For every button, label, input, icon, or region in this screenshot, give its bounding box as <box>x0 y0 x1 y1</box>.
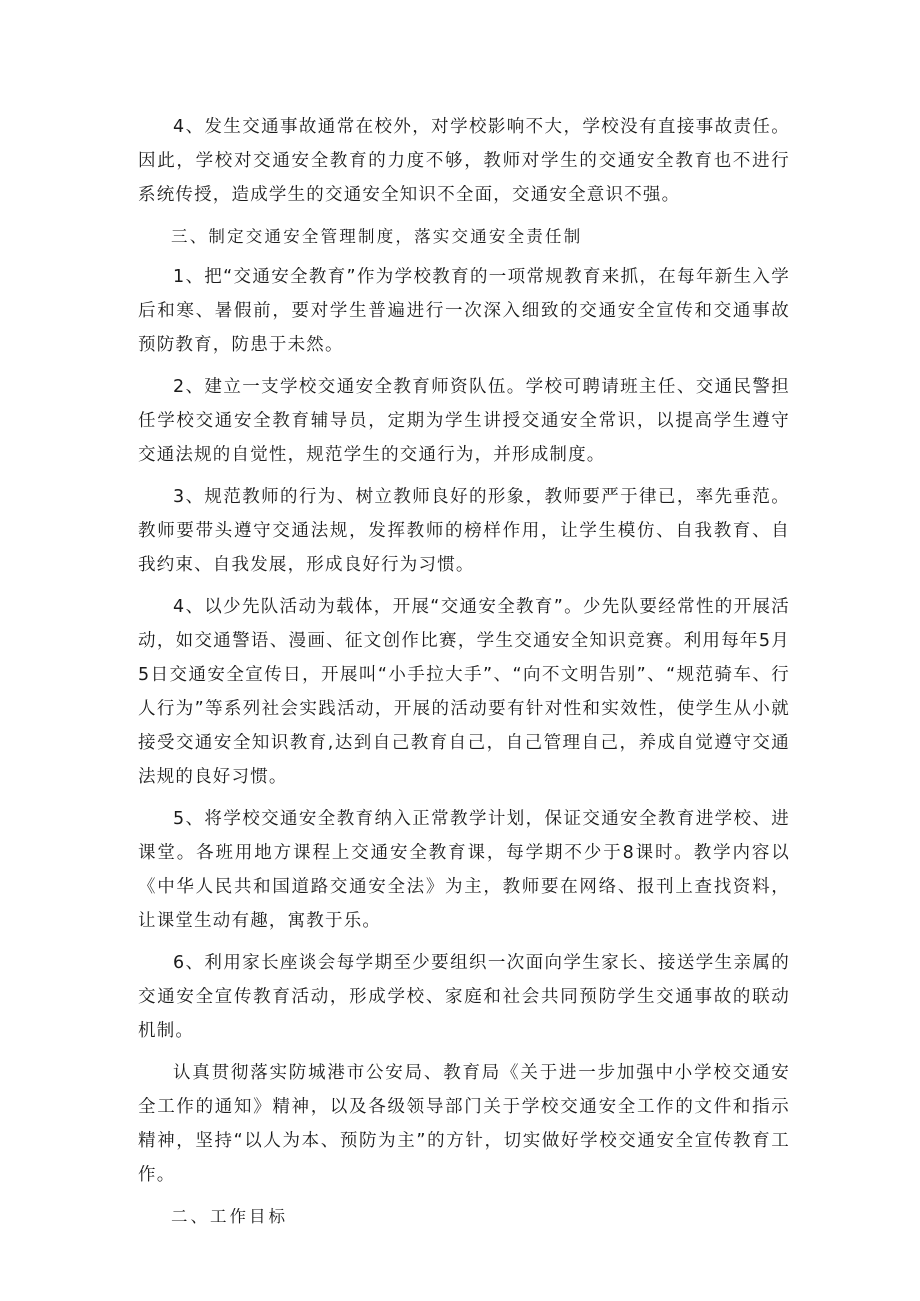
paragraph-routine-education: 1、把“交通安全教育”作为学校教育的一项常规教育来抓，在每年新生入学后和寒、暑假前，要对学生普遍进行一次深入细致的交通安全宣传和交通事故预防教育，防患于未然。 <box>138 267 790 355</box>
paragraph-teacher-behavior: 3、规范教师的行为、树立教师良好的形象，教师要严于律已，率先垂范。教师要带头遵守交通法规，发挥教师的榜样作用，让学生模仿、自我教育、自我约束、自我发展，形成良好行为习惯。 <box>138 487 790 575</box>
paragraph-parent-meetings: 6、利用家长座谈会每学期至少要组织一次面向学生家长、接送学生亲属的交通安全宣传教育活动，形成学校、家庭和社会共同预防学生交通事故的联动机制。 <box>138 953 790 1041</box>
paragraph-accident-outside-school: 4、发生交通事故通常在校外，对学校影响不大，学校没有直接事故责任。因此，学校对交通安全教育的力度不够，教师对学生的交通安全教育也不进行系统传授，造成学生的交通安全知识不全面，交通安全意识不强。 <box>138 117 790 205</box>
paragraph-teacher-team: 2、建立一支学校交通安全教育师资队伍。学校可聘请班主任、交通民警担任学校交通安全教育辅导员，定期为学生讲授交通安全常识，以提高学生遵守交通法规的自觉性，规范学生的交通行为，并形成制度。 <box>138 377 790 465</box>
paragraph-implementation: 认真贯彻落实防城港市公安局、教育局《关于进一步加强中小学校交通安全工作的通知》精神，以及各级领导部门关于学校交通安全工作的文件和指示精神，坚持“以人为本、预防为主”的方针，切实做好学校交通安全宣传教育工作。 <box>138 1063 790 1185</box>
document-page <box>138 110 790 1240</box>
paragraph-young-pioneers-activities: 4、以少先队活动为载体，开展“交通安全教育”。少先队要经常性的开展活动，如交通警语、漫画、征文创作比赛，学生交通安全知识竞赛。利用每年5月5日交通安全宣传日，开展叫“小手拉大手”、“向不文明告别”、“规范骑车、行人行为”等系列社会实践活动，开展的活动要有针对性和实效性，使学生从小就接受交通安全知识教育,达到自己教育自己，自己管理自己，养成自觉遵守交通法规的良好习惯。 <box>138 597 790 787</box>
paragraph-teaching-plan: 5、将学校交通安全教育纳入正常教学计划，保证交通安全教育进学校、进课堂。各班用地方课程上交通安全教育课，每学期不少于8课时。教学内容以《中华人民共和国道路交通安全法》为主，教师要在网络、报刊上查找资料，让课堂生动有趣，寓教于乐。 <box>138 809 790 931</box>
section-heading-work-goals: 二、工作目标 <box>171 1207 288 1226</box>
section-heading-management-system: 三、制定交通安全管理制度，落实交通安全责任制 <box>171 227 583 246</box>
